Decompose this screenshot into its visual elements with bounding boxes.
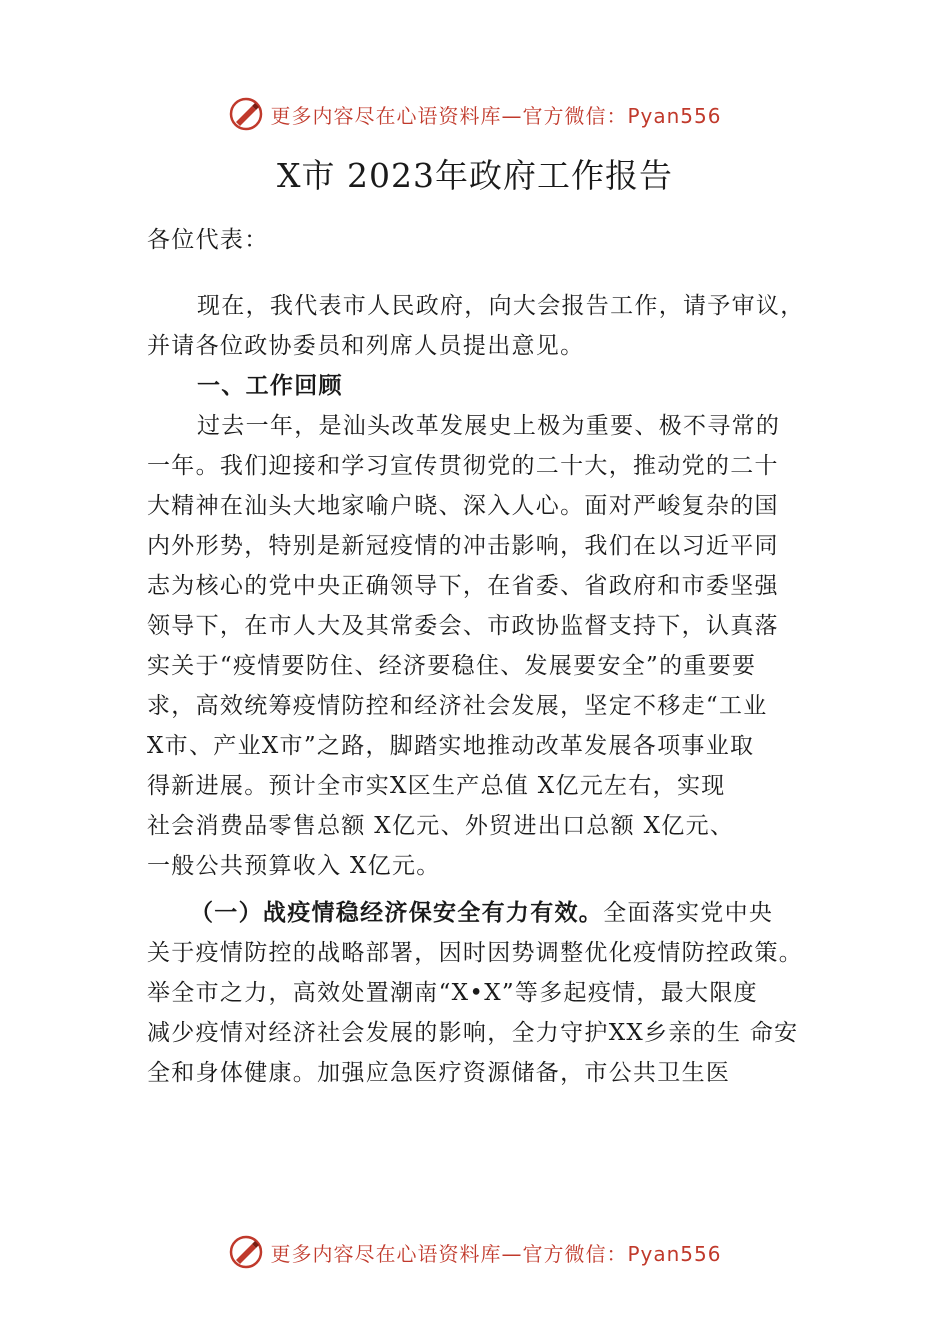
watermark-header (0, 94, 950, 134)
paragraph-line: 得新进展。预计全市实X区生产总值 X亿元左右，实现 (147, 773, 726, 799)
intro-line: 现在，我代表市人民政府，向大会报告工作，请予审议， (197, 293, 805, 319)
pen-logo-icon (228, 1234, 264, 1270)
paragraph-line: 全和身体健康。加强应急医疗资源储备，市公共卫生医 (147, 1060, 731, 1086)
watermark-text: 更多内容尽在心语资料库—官方微信：Pyan556 (270, 1241, 722, 1266)
paragraph-line: 关于疫情防控的战略部署，因时因势调整优化疫情防控政策。 (147, 940, 804, 966)
paragraph-line: 领导下，在市人大及其常委会、市政协监督支持下，认真落 (147, 613, 779, 639)
paragraph-line: 过去一年，是汕头改革发展史上极为重要、极不寻常的 (197, 413, 781, 439)
paragraph-line: 志为核心的党中央正确领导下，在省委、省政府和市委坚强 (147, 573, 779, 599)
watermark-footer (0, 1232, 950, 1272)
paragraph-line: 内外形势，特别是新冠疫情的冲击影响，我们在以习近平同 (147, 533, 779, 559)
paragraph-line (190, 898, 880, 928)
paragraph-text: 全面落实党中央 (603, 900, 774, 926)
pen-logo-icon (228, 96, 264, 132)
document-title: X市 2023年政府工作报告 (277, 156, 673, 195)
paragraph-line: 一年。我们迎接和学习宣传贯彻党的二十大，推动党的二十 (147, 453, 779, 479)
paragraph-line: 举全市之力，高效处置潮南“X•X”等多起疫情，最大限度 (147, 980, 758, 1006)
paragraph-line: 求，高效统筹疫情防控和经济社会发展，坚定不移走“工业 (147, 693, 768, 719)
paragraph-line: 大精神在汕头大地家喻户晓、深入人心。面对严峻复杂的国 (147, 493, 779, 519)
paragraph-line: 减少疫情对经济社会发展的影响，全力守护XX乡亲的生 命安 (147, 1020, 799, 1046)
paragraph-line: 一般公共预算收入 X亿元。 (147, 853, 441, 879)
watermark-text: 更多内容尽在心语资料库—官方微信：Pyan556 (270, 103, 722, 128)
paragraph-line: X市、产业X市”之路，脚踏实地推动改革发展各项事业取 (147, 733, 755, 759)
section-heading: 一、工作回顾 (197, 373, 343, 399)
paragraph-line: 社会消费品零售总额 X亿元、外贸进出口总额 X亿元、 (147, 813, 735, 839)
subsection-heading: （一）战疫情稳经济保安全有力有效。 (190, 899, 604, 926)
paragraph-line: 实关于“疫情要防住、经济要稳住、发展要安全”的重要要 (147, 653, 757, 679)
intro-line: 并请各位政协委员和列席人员提出意见。 (147, 333, 585, 359)
salutation: 各位代表： (147, 227, 269, 253)
